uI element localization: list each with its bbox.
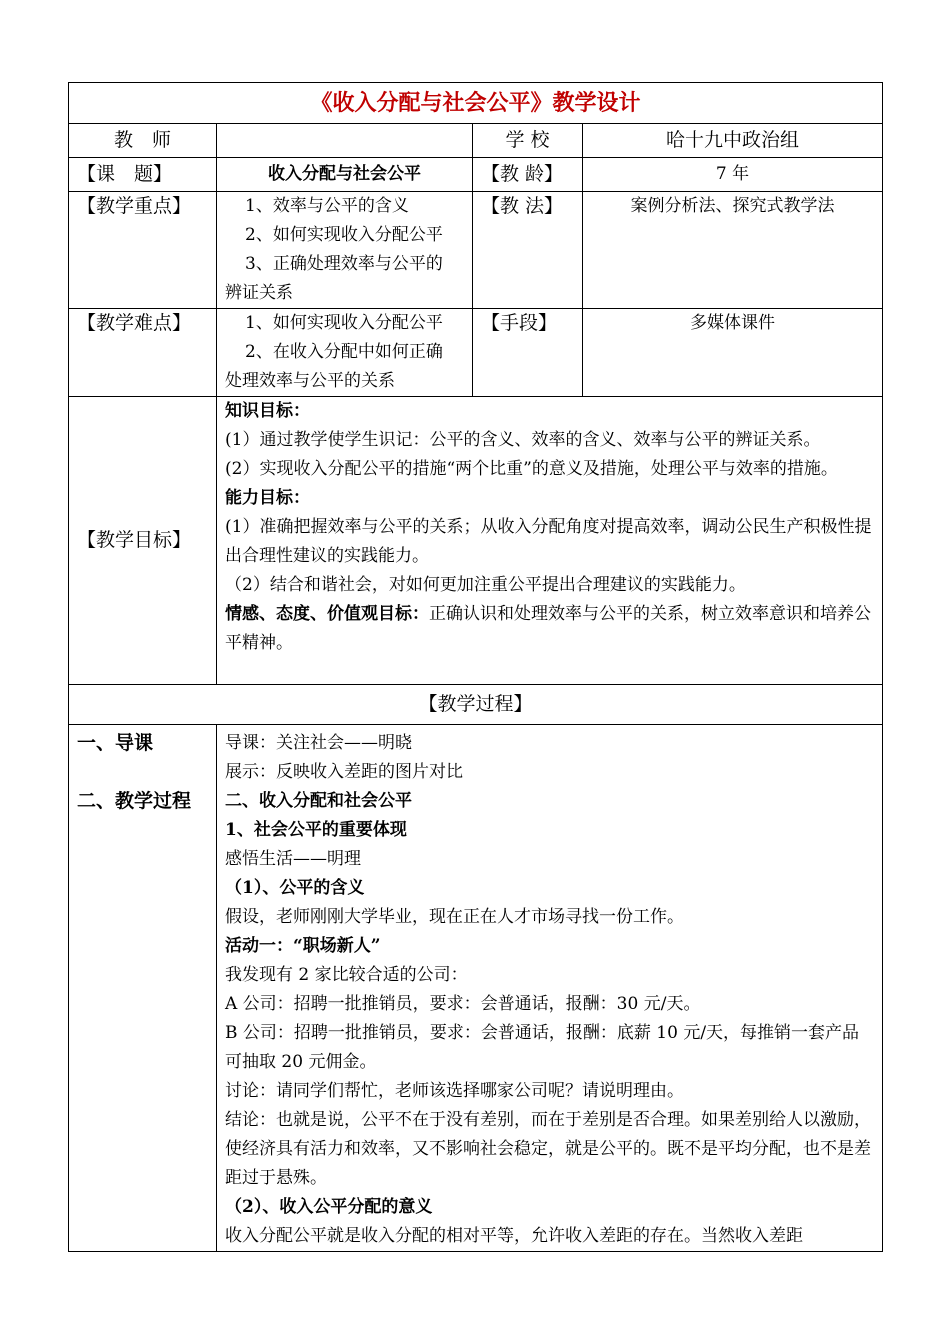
process-heading: （1）、公平的含义 bbox=[225, 878, 365, 898]
process-content-cell bbox=[217, 725, 883, 1252]
process-row bbox=[69, 725, 883, 1252]
key-point-item: 3、正确处理效率与公平的 bbox=[245, 254, 443, 274]
topic-value: 收入分配与社会公平 bbox=[217, 158, 473, 192]
key-point-item: 辨证关系 bbox=[225, 283, 293, 303]
process-heading: 1、社会公平的重要体现 bbox=[225, 820, 407, 840]
title-row bbox=[69, 83, 883, 124]
knowledge-heading: 知识目标： bbox=[225, 401, 310, 421]
process-line: 展示：反映收入差距的图片对比 bbox=[225, 762, 463, 782]
age-label: 【教 龄】 bbox=[473, 158, 583, 192]
school-label: 学 校 bbox=[473, 124, 583, 158]
ability-heading: 能力目标： bbox=[225, 488, 310, 508]
method-label: 【教 法】 bbox=[473, 192, 583, 309]
lesson-plan-table bbox=[68, 82, 883, 1252]
key-points-label: 【教学重点】 bbox=[69, 192, 217, 309]
process-line: A 公司：招聘一批推销员，要求：会普通话，报酬：30 元/天。 bbox=[225, 994, 701, 1014]
topic-label: 【课 题】 bbox=[69, 158, 217, 192]
difficulty-row bbox=[69, 309, 883, 397]
means-label: 【手段】 bbox=[473, 309, 583, 397]
process-heading: 二、收入分配和社会公平 bbox=[225, 791, 412, 811]
emotion-heading: 情感、态度、价值观目标： bbox=[225, 604, 429, 624]
topic-row bbox=[69, 158, 883, 192]
process-line: 感悟生活——明理 bbox=[225, 849, 361, 869]
document-title: 《收入分配与社会公平》教学设计 bbox=[69, 83, 883, 124]
knowledge-item: (1）通过教学使学生识记：公平的含义、效率的含义、效率与公平的辨证关系。 bbox=[225, 430, 821, 450]
process-line: 收入分配公平就是收入分配的相对平等，允许收入差距的存在。当然收入差距 bbox=[225, 1226, 803, 1246]
ability-item: (1）准确把握效率与公平的关系；从收入分配角度对提高效率，调动公民生产积极性提出合理性建议的实践能力。 bbox=[225, 517, 872, 566]
section-intro: 一、导课 bbox=[77, 732, 154, 754]
key-point-item: 1、效率与公平的含义 bbox=[245, 196, 409, 216]
teacher-label: 教 师 bbox=[69, 124, 217, 158]
goals-cell bbox=[217, 397, 883, 685]
process-line: 结论：也就是说，公平不在于没有差别，而在于差别是否合理。如果差别给人以激励，使经济具有活力和效率，又不影响社会稳定，就是公平的。既不是平均分配，也不是差距过于悬殊。 bbox=[225, 1110, 871, 1188]
means-value: 多媒体课件 bbox=[583, 309, 883, 397]
key-points-cell bbox=[217, 192, 473, 309]
teacher-row bbox=[69, 124, 883, 158]
key-points-row bbox=[69, 192, 883, 309]
activity-heading: 活动一：“职场新人” bbox=[225, 936, 381, 956]
process-line: 我发现有 2 家比较合适的公司： bbox=[225, 965, 468, 985]
age-value: 7 年 bbox=[583, 158, 883, 192]
key-point-item: 2、如何实现收入分配公平 bbox=[245, 225, 443, 245]
goals-label: 【教学目标】 bbox=[69, 397, 217, 685]
emotion-goal bbox=[225, 600, 874, 658]
process-header: 【教学过程】 bbox=[69, 685, 883, 725]
method-value: 案例分析法、探究式教学法 bbox=[583, 192, 883, 309]
school-value: 哈十九中政治组 bbox=[583, 124, 883, 158]
knowledge-item: (2）实现收入分配公平的措施“两个比重”的意义及措施，处理公平与效率的措施。 bbox=[225, 459, 838, 479]
process-header-row bbox=[69, 685, 883, 725]
difficulty-item: 2、在收入分配中如何正确 bbox=[245, 342, 443, 362]
emotion-text: 正确认识和处理效率与公平的关系，树立效率意识和培养公平精神。 bbox=[225, 604, 871, 653]
process-line: 讨论：请同学们帮忙，老师该选择哪家公司呢？请说明理由。 bbox=[225, 1081, 684, 1101]
process-line: 导课：关注社会——明晓 bbox=[225, 733, 412, 753]
section-process: 二、教学过程 bbox=[77, 790, 192, 812]
ability-item: （2）结合和谐社会，对如何更加注重公平提出合理建议的实践能力。 bbox=[225, 575, 746, 595]
process-left-cell bbox=[69, 725, 217, 1252]
difficulty-label: 【教学难点】 bbox=[69, 309, 217, 397]
process-heading: （2）、收入公平分配的意义 bbox=[225, 1197, 433, 1217]
teacher-value bbox=[217, 124, 473, 158]
difficulty-item: 1、如何实现收入分配公平 bbox=[245, 313, 443, 333]
process-line: B 公司：招聘一批推销员，要求：会普通话，报酬：底薪 10 元/天，每推销一套产品可抽取 20 元佣金。 bbox=[225, 1023, 860, 1072]
difficulty-item: 处理效率与公平的关系 bbox=[225, 371, 395, 391]
goals-row bbox=[69, 397, 883, 685]
process-line: 假设，老师刚刚大学毕业，现在正在人才市场寻找一份工作。 bbox=[225, 907, 684, 927]
difficulty-cell bbox=[217, 309, 473, 397]
